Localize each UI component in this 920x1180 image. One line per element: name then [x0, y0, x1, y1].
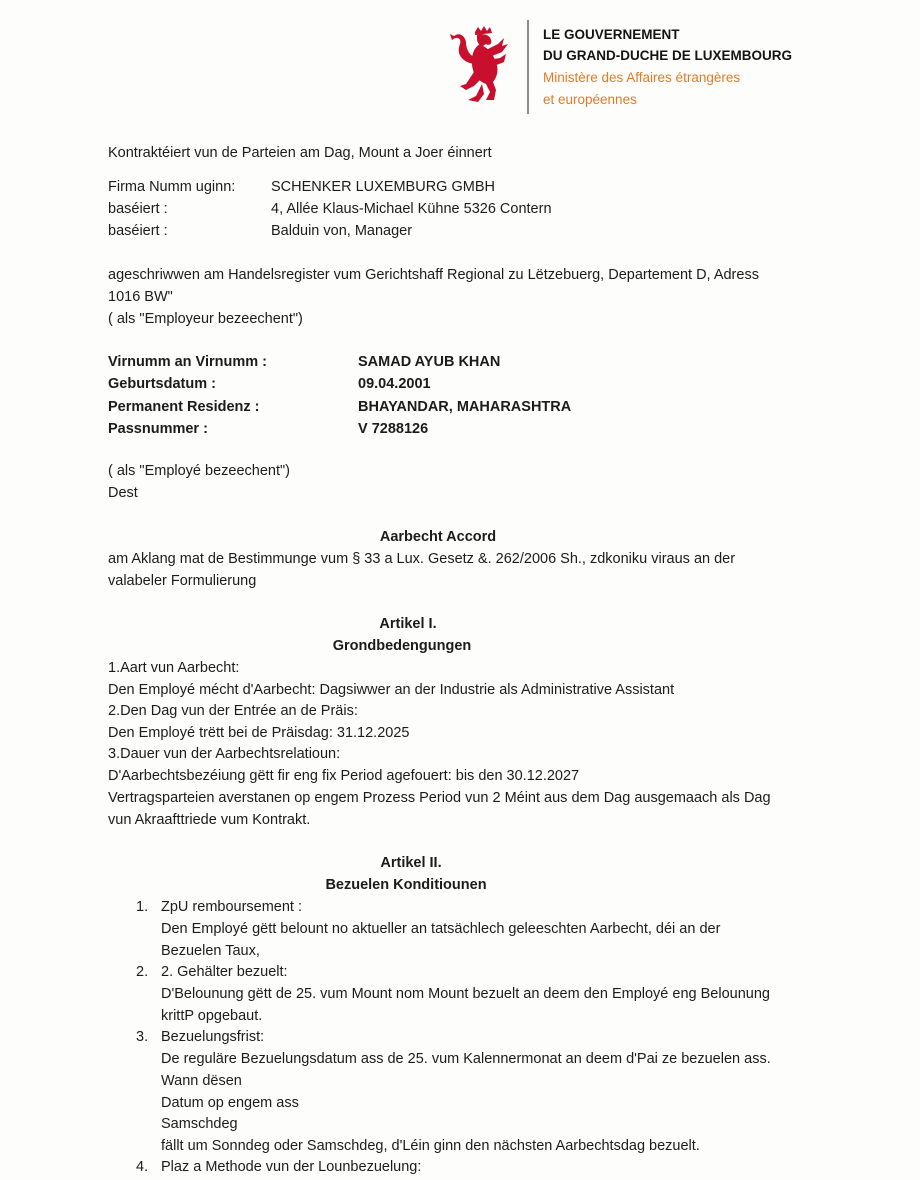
- list-title: Plaz a Methode vun der Lounbezuelung:: [161, 1159, 422, 1175]
- dest-text: Dest: [108, 485, 138, 501]
- employer-label: Firma Numm uginn:: [108, 179, 236, 195]
- employee-row: [108, 374, 431, 396]
- employee-alias: ( als "Employé bezeechent"): [108, 463, 290, 479]
- article1-line: Vertragsparteien averstanen op engem Prozess Period vun 2 Méint aus dem Dag ausgemaach als Dag: [108, 790, 771, 806]
- list-number: 3.: [136, 1029, 149, 1045]
- ministry-line-2: et européennes: [543, 92, 637, 107]
- employee-label: Permanent Residenz :: [108, 399, 260, 415]
- intro-text: Kontraktéiert vun de Parteien am Dag, Mount a Joer éinnert: [108, 145, 492, 161]
- list-number: 1.: [136, 899, 149, 915]
- employer-row: [108, 221, 412, 243]
- employer-alias: ( als "Employeur bezeechent"): [108, 311, 303, 327]
- ministry-line-1: Ministère des Affaires étrangères: [543, 70, 741, 85]
- list-line: fällt um Sonndeg oder Samschdeg, d'Léin ginn den nächsten Aarbechtsdag bezuelt.: [161, 1138, 700, 1154]
- gov-line-2: DU GRAND-DUCHE DE LUXEMBOURG: [543, 48, 792, 63]
- employer-row: [108, 177, 495, 199]
- employer-value: 4, Allée Klaus-Michael Kühne 5326 Contern: [271, 201, 552, 217]
- employee-label: Passnummer :: [108, 421, 208, 437]
- employer-row: [108, 199, 552, 221]
- red-lion-rampant-icon: [450, 26, 512, 106]
- article1-line: D'Aarbechtsbezéiung gëtt fir eng fix Period agefouert: bis den 30.12.2027: [108, 768, 580, 784]
- employer-value: Balduin von, Manager: [271, 223, 413, 239]
- article2-subheading: Bezuelen Konditiounen: [325, 877, 487, 893]
- gov-line-1: LE GOUVERNEMENT: [543, 27, 680, 42]
- list-line: D'Belounung gëtt de 25. vum Mount nom Mount bezuelt an deem den Employé eng Belounung: [161, 986, 770, 1002]
- employee-row: [108, 352, 500, 374]
- article1-line: 3.Dauer vun der Aarbechtsrelatioun:: [108, 746, 341, 762]
- employee-value: SAMAD AYUB KHAN: [358, 354, 501, 370]
- employer-label: baséiert :: [108, 223, 168, 239]
- header-divider: [527, 20, 529, 114]
- registration-line-2: 1016 BW": [108, 289, 173, 305]
- employer-value: SCHENKER LUXEMBURG GMBH: [271, 179, 495, 195]
- employee-label: Geburtsdatum :: [108, 376, 216, 392]
- article1-line: vun Akraafttriede vum Kontrakt.: [108, 812, 311, 828]
- agreement-line-1: am Aklang mat de Bestimmunge vum § 33 a Lux. Gesetz &. 262/2006 Sh., zdkoniku viraus an der: [108, 551, 736, 567]
- employee-value: 09.04.2001: [358, 376, 431, 392]
- list-line: Bezuelen Taux,: [161, 943, 260, 959]
- agreement-title: Aarbecht Accord: [379, 529, 497, 545]
- list-line: Datum op engem ass: [161, 1095, 299, 1111]
- employee-value: BHAYANDAR, MAHARASHTRA: [358, 399, 572, 415]
- registration-line-1: ageschriwwen am Handelsregister vum Gerichtshaff Regional zu Lëtzebuerg, Departement D, Adress: [108, 267, 759, 283]
- article1-subheading: Grondbedengungen: [332, 638, 472, 654]
- article1-line: Den Employé mécht d'Aarbecht: Dagsiwwer an der Industrie als Administrative Assistant: [108, 682, 675, 698]
- list-line: Samschdeg: [161, 1116, 238, 1132]
- list-line: Wann dësen: [161, 1073, 242, 1089]
- article1-line: 1.Aart vun Aarbecht:: [108, 660, 240, 676]
- agreement-line-2: valabeler Formulierung: [108, 573, 257, 589]
- list-title: Bezuelungsfrist:: [161, 1029, 265, 1045]
- article2-heading: Artikel II.: [380, 855, 442, 871]
- list-line: Den Employé gëtt belount no aktueller an tatsächlech geleeschten Aarbecht, déi an der: [161, 921, 721, 937]
- article1-heading: Artikel I.: [379, 616, 437, 632]
- employee-row: [108, 419, 428, 441]
- employee-value: V 7288126: [358, 421, 429, 437]
- list-title: ZpU remboursement :: [161, 899, 303, 915]
- list-title: 2. Gehälter bezuelt:: [161, 964, 288, 980]
- list-number: 2.: [136, 964, 149, 980]
- article1-line: Den Employé trëtt bei de Präisdag: 31.12.2025: [108, 725, 410, 741]
- article1-line: 2.Den Dag vun der Entrée an de Präis:: [108, 703, 358, 719]
- employee-label: Virnumm an Virnumm :: [108, 354, 267, 370]
- employer-label: baséiert :: [108, 201, 168, 217]
- list-line: krittP opgebaut.: [161, 1008, 263, 1024]
- list-number: 4.: [136, 1159, 149, 1175]
- employee-row: [108, 397, 571, 419]
- list-line: De reguläre Bezuelungsdatum ass de 25. vum Kalennermonat an deem d'Pai ze bezuelen ass.: [161, 1051, 771, 1067]
